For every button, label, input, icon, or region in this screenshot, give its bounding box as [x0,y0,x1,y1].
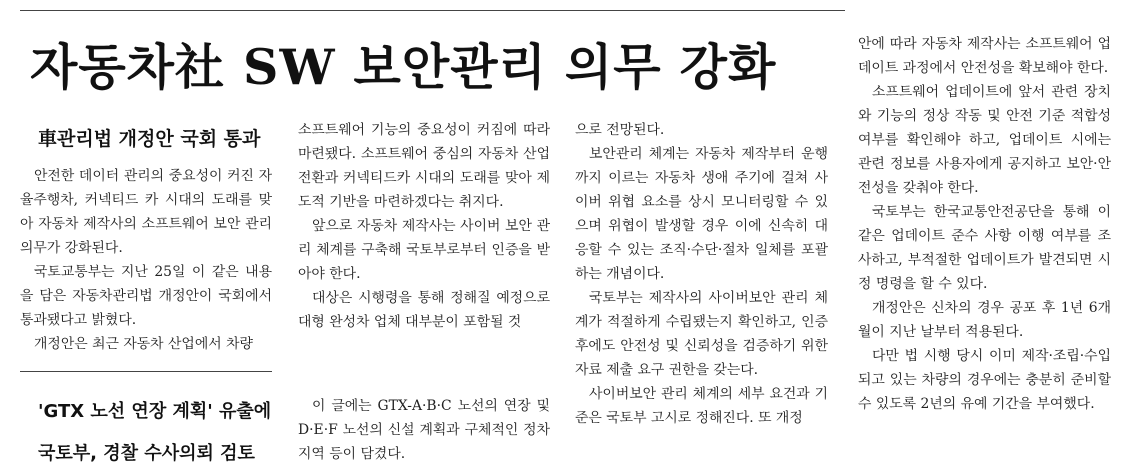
article-column-1 [20,164,272,356]
paragraph: 대상은 시행령을 통해 정해질 예정으로 대형 완성차 업체 대부분이 포함될 것 [298,290,550,330]
paragraph: 소프트웨어 업데이트에 앞서 관련 장치와 기능의 정상 작동 및 안전 기준 적합성 여부를 확인해야 하고, 업데이트 시에는 관련 정보를 사용자에게 공지하고 보안·안전성을 갖춰야 한다. [858,84,1111,196]
subhead-car-law: 車관리법 개정안 국회 통과 [38,128,261,150]
paragraph: 안에 따라 자동차 제작사는 소프트웨어 업데이트 과정에서 안전성을 확보해야 한다. [858,36,1111,76]
paragraph: 보안관리 체계는 자동차 제작부터 운행까지 이르는 자동차 생애 주기에 걸쳐 사이버 위협 요소를 상시 모니터링할 수 있으며 위협이 발생할 경우 이에 신속히 대응할 수 있는 조직·수단·절차 일체를 포괄하는 개념이다. [575,146,828,282]
top-rule [20,10,845,11]
paragraph: 국토부는 제작사의 사이버보안 관리 체계가 적절하게 수립됐는지 확인하고, 인증 후에도 안전성 및 신뢰성을 검증하기 위한 자료 제출 요구 권한을 갖는다. [575,290,828,378]
paragraph: 으로 전망된다. [575,122,665,138]
section-divider [20,371,272,372]
paragraph: 국토교통부는 지난 25일 이 같은 내용을 담은 자동차관리법 개정안이 국회에서 통과됐다고 밝혔다. [20,264,272,328]
paragraph: 다만 법 시행 당시 이미 제작·조립·수입되고 있는 차량의 경우에는 충분히 준비할 수 있도록 2년의 유예 기간을 부여했다. [858,348,1111,412]
paragraph: 안전한 데이터 관리의 중요성이 커진 자율주행차, 커넥티드 카 시대의 도래를 맞아 자동차 제작사의 소프트웨어 보안 관리 의무가 강화된다. [20,168,272,256]
paragraph: 국토부는 한국교통안전공단을 통해 이 같은 업데이트 준수 사항 이행 여부를 조사하고, 부적절한 업데이트가 발견되면 시정 명령을 할 수 있다. [858,204,1111,292]
paragraph: 앞으로 자동차 제작사는 사이버 보안 관리 체계를 구축해 국토부로부터 인증을 받아야 한다. [298,218,550,282]
paragraph: 소프트웨어 기능의 중요성이 커짐에 따라 마련됐다. 소프트웨어 중심의 자동차 산업 전환과 커넥티드카 시대의 도래를 맞아 제도적 기반을 마련하겠다는 취지다. [298,122,550,210]
article-column-4 [858,32,1111,416]
article-column-2 [298,118,550,334]
article-column-2b [298,394,550,466]
subhead-gtx-leak: 'GTX 노선 연장 계획' 유출에 [38,401,272,422]
article-column-3 [575,118,828,430]
headline: 자동차社 SW 보안관리 의무 강화 [30,38,777,96]
paragraph: 개정안은 최근 자동차 산업에서 차량 [34,336,253,352]
paragraph: 이 글에는 GTX-A·B·C 노선의 연장 및 D·E·F 노선의 신설 계획과 구체적인 정차 지역 등이 담겼다. [298,398,550,462]
subhead-police-probe: 국토부, 경찰 수사의뢰 검토 [38,443,255,464]
paragraph: 개정안은 신차의 경우 공포 후 1년 6개월이 지난 날부터 적용된다. [858,300,1111,340]
paragraph: 사이버보안 관리 체계의 세부 요건과 기준은 국토부 고시로 정해진다. 또 개정 [575,386,828,426]
